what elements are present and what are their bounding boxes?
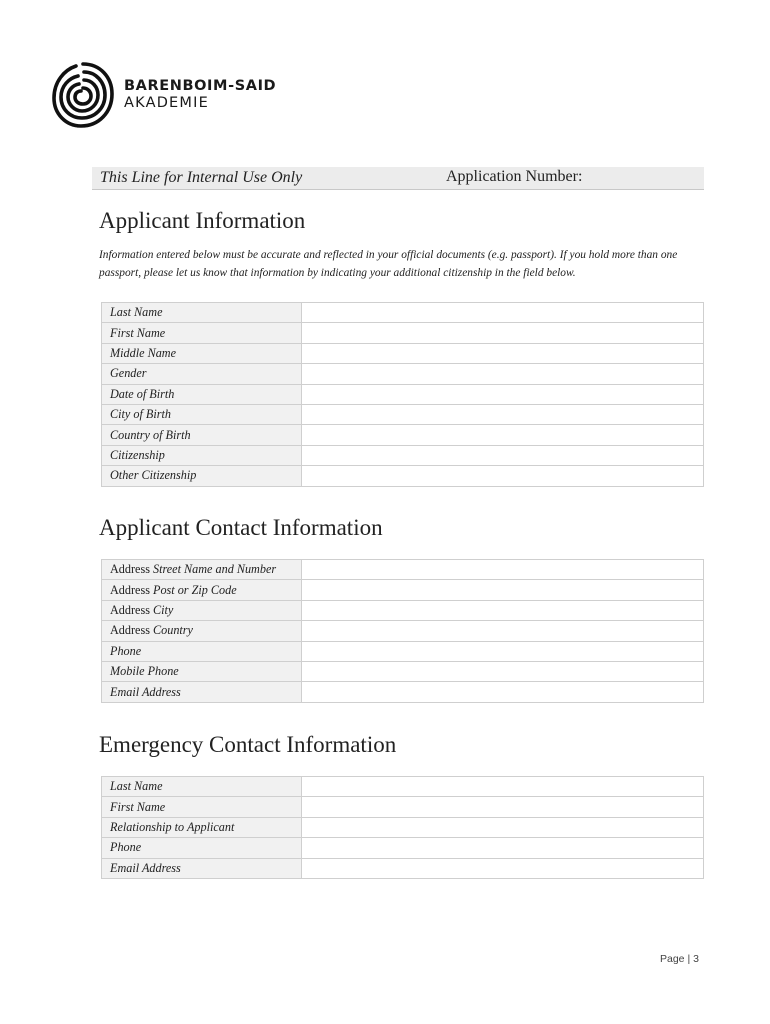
table-row: [102, 858, 704, 878]
emergency-phone-input[interactable]: [302, 838, 704, 858]
field-label-prefix: Address: [110, 623, 153, 638]
field-label: [102, 580, 302, 600]
fingerprint-logo-icon: [48, 58, 118, 132]
middle-name-input[interactable]: [302, 343, 704, 363]
field-label: First Name: [102, 797, 302, 817]
table-row: [102, 323, 704, 343]
table-row: [102, 364, 704, 384]
field-label-text: City: [153, 602, 174, 617]
table-row: [102, 621, 704, 641]
field-label: Middle Name: [102, 343, 302, 363]
field-label: Country of Birth: [102, 425, 302, 445]
field-label: Last Name: [102, 777, 302, 797]
country-of-birth-input[interactable]: [302, 425, 704, 445]
field-label: Citizenship: [102, 445, 302, 465]
application-number-label: Application Number:: [446, 168, 583, 185]
contact-info-title: Applicant Contact Information: [99, 515, 383, 540]
field-label: First Name: [102, 323, 302, 343]
address-zip-input[interactable]: [302, 580, 704, 600]
table-row: [102, 661, 704, 681]
emergency-contact-table: [101, 776, 704, 879]
field-label-prefix: Address: [110, 562, 153, 577]
field-label-prefix: Address: [110, 582, 153, 597]
citizenship-input[interactable]: [302, 445, 704, 465]
address-street-input[interactable]: [302, 560, 704, 580]
table-row: [102, 404, 704, 424]
table-row: [102, 641, 704, 661]
table-row: [102, 797, 704, 817]
logo: [48, 58, 276, 132]
field-label: Gender: [102, 364, 302, 384]
field-label: [102, 641, 302, 661]
table-row: [102, 384, 704, 404]
emergency-contact-title: Emergency Contact Information: [99, 732, 397, 757]
emergency-email-input[interactable]: [302, 858, 704, 878]
applicant-info-title: Applicant Information: [99, 208, 306, 233]
contact-info-table: [101, 559, 704, 703]
field-label: City of Birth: [102, 404, 302, 424]
first-name-input[interactable]: [302, 323, 704, 343]
table-row: [102, 817, 704, 837]
table-row: [102, 303, 704, 323]
field-label: [102, 600, 302, 620]
gender-input[interactable]: [302, 364, 704, 384]
email-address-input[interactable]: [302, 682, 704, 702]
table-row: [102, 445, 704, 465]
field-label: Relationship to Applicant: [102, 817, 302, 837]
applicant-info-table: [101, 302, 704, 487]
field-label: [102, 621, 302, 641]
emergency-relationship-input[interactable]: [302, 817, 704, 837]
field-label: Other Citizenship: [102, 466, 302, 486]
table-row: [102, 425, 704, 445]
table-row: [102, 838, 704, 858]
logo-name-line1: BARENBOIM-SAID: [124, 78, 277, 94]
table-row: [102, 777, 704, 797]
city-of-birth-input[interactable]: [302, 404, 704, 424]
field-label: [102, 560, 302, 580]
field-label-text: Email Address: [110, 684, 181, 699]
field-label-text: Street Name and Number: [153, 562, 277, 577]
internal-use-bar: [92, 167, 704, 190]
field-label-text: Post or Zip Code: [153, 582, 237, 597]
logo-name-line2: AKADEMIE: [124, 95, 209, 111]
field-label-text: Mobile Phone: [110, 664, 179, 679]
address-country-input[interactable]: [302, 621, 704, 641]
field-label: Last Name: [102, 303, 302, 323]
page-number: Page | 3: [660, 953, 699, 965]
date-of-birth-input[interactable]: [302, 384, 704, 404]
field-label: Date of Birth: [102, 384, 302, 404]
table-row: [102, 600, 704, 620]
address-city-input[interactable]: [302, 600, 704, 620]
table-row: [102, 682, 704, 702]
other-citizenship-input[interactable]: [302, 466, 704, 486]
field-label: [102, 682, 302, 702]
table-row: [102, 343, 704, 363]
field-label: [102, 661, 302, 681]
table-row: [102, 580, 704, 600]
applicant-info-intro: Information entered below must be accurate and reflected in your official documents (e.g. passport). If you hold more than one passport, please let us know that information by indicating your additional citizenship in the field below.: [99, 249, 678, 279]
internal-use-label: This Line for Internal Use Only: [100, 169, 303, 186]
field-label-text: Country: [153, 623, 193, 638]
last-name-input[interactable]: [302, 303, 704, 323]
phone-input[interactable]: [302, 641, 704, 661]
emergency-last-name-input[interactable]: [302, 777, 704, 797]
table-row: [102, 560, 704, 580]
field-label: Email Address: [102, 858, 302, 878]
field-label-prefix: Address: [110, 602, 153, 617]
mobile-phone-input[interactable]: [302, 661, 704, 681]
table-row: [102, 466, 704, 486]
field-label-text: Phone: [110, 643, 142, 658]
field-label: Phone: [102, 838, 302, 858]
emergency-first-name-input[interactable]: [302, 797, 704, 817]
